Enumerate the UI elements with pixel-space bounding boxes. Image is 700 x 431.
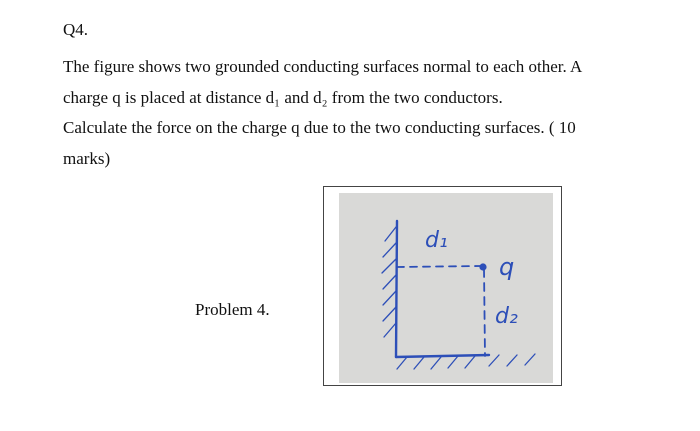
d1-label: d₁: [425, 228, 448, 253]
charge-label: q: [499, 253, 515, 281]
question-text: [63, 52, 663, 174]
figure-frame: [323, 186, 562, 386]
question-number: Q4.: [63, 20, 89, 39]
hand-drawn-figure: [339, 193, 553, 383]
d1-dashed-line: [397, 266, 481, 267]
question-block: [63, 18, 663, 174]
conductor-diagram: [339, 193, 553, 383]
charge-dot: [479, 263, 486, 270]
question-line-2: charge q is placed at distance d₁ and d₂ from the two conductors.: [63, 87, 503, 107]
question-line-3: Calculate the force on the charge q due to the two conducting surfaces. ( 10: [63, 118, 576, 137]
vertical-conductor: [396, 221, 397, 357]
d2-label: d₂: [495, 304, 518, 329]
question-line-4: marks): [63, 148, 111, 168]
d2-dashed-line: [484, 269, 485, 356]
figure-caption: Problem 4.: [195, 300, 270, 319]
question-line-1: The figure shows two grounded conducting surfaces normal to each other. A: [63, 57, 583, 76]
vertical-hatching: [382, 227, 396, 337]
